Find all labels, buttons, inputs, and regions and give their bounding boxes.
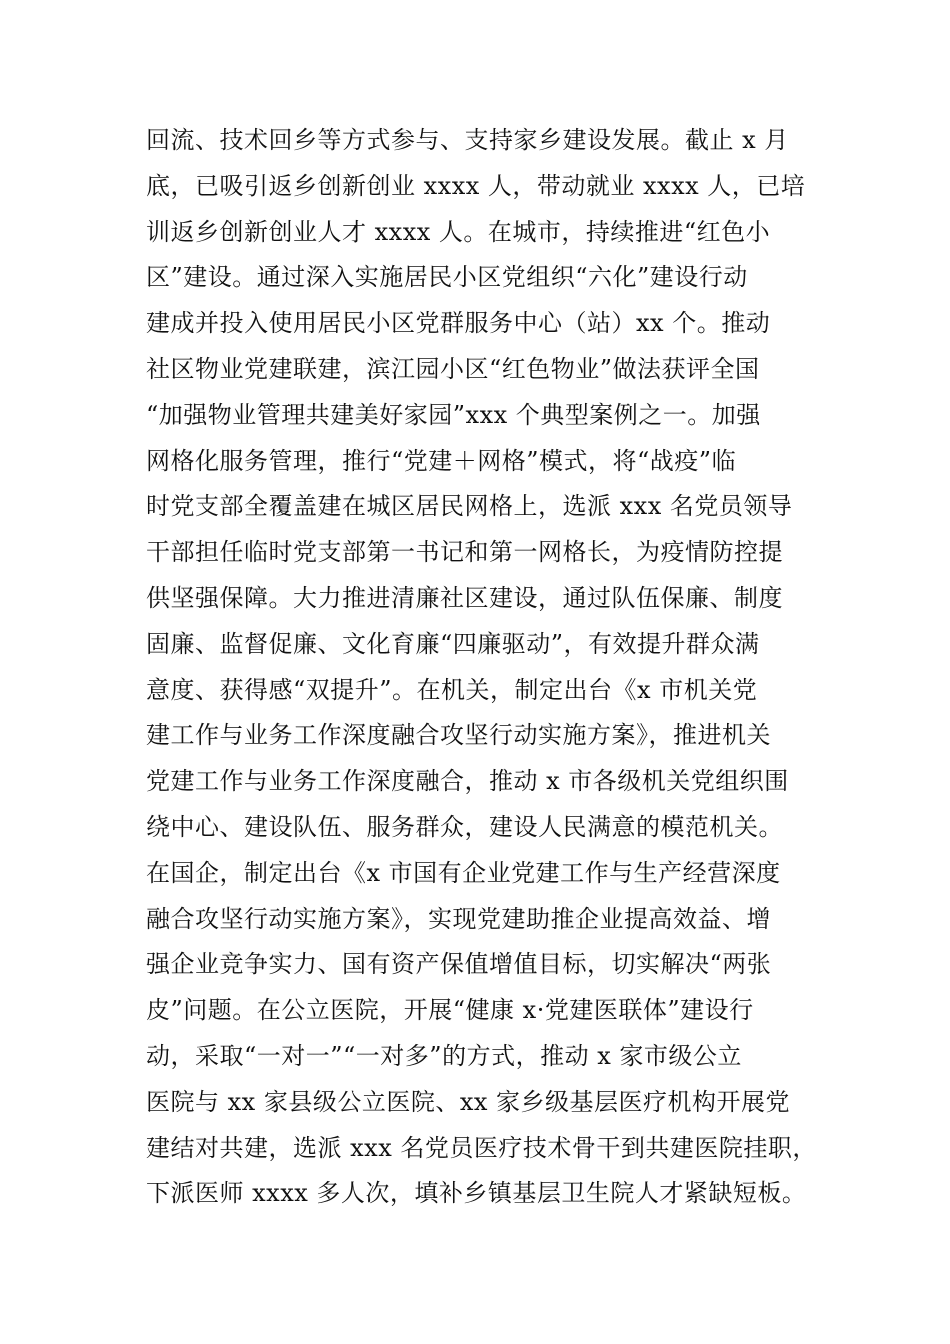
text-line: 网格化服务管理，推行“党建＋网格”模式，将“战疫”临 — [146, 446, 737, 475]
text-line: 皮”问题。在公立医院，开展“健康 x·党建医联体”建设行 — [146, 996, 754, 1025]
text-line: 训返乡创新创业人才 xxxx 人。在城市，持续推进“红色小 — [146, 217, 771, 246]
text-line: 动，采取“一对一”“一对多”的方式，推动 x 家市级公立 — [146, 1041, 742, 1070]
text-line: 医院与 xx 家县级公立医院、xx 家乡级基层医疗机构开展党 — [146, 1087, 791, 1116]
text-line: 建成并投入使用居民小区党群服务中心（站）xx 个。推动 — [146, 309, 771, 338]
text-line: 干部担任临时党支部第一书记和第一网格长，为疫情防控提 — [146, 538, 783, 567]
text-line: 建工作与业务工作深度融合攻坚行动实施方案》，推进机关 — [146, 721, 771, 750]
text-line: 在国企，制定出台《x 市国有企业党建工作与生产经营深度 — [146, 858, 781, 887]
text-line: 底，已吸引返乡创新创业 xxxx 人，带动就业 xxxx 人，已培 — [146, 171, 806, 200]
text-line: 意度、获得感“双提升”。在机关，制定出台《x 市机关党 — [146, 675, 758, 704]
text-line: 固廉、监督促廉、文化育廉“四廉驱动”，有效提升群众满 — [146, 629, 760, 658]
text-line: 社区物业党建联建，滨江园小区“红色物业”做法获评全国 — [146, 354, 760, 383]
text-line: 区”建设。通过深入实施居民小区党组织“六化”建设行动 — [146, 263, 748, 292]
text-line: 回流、技术回乡等方式参与、支持家乡建设发展。截止 x 月 — [146, 126, 789, 154]
text-line: 融合攻坚行动实施方案》，实现党建助推企业提高效益、增 — [146, 904, 771, 933]
text-line: “加强物业管理共建美好家园”xxx 个典型案例之一。加强 — [146, 400, 761, 429]
text-line: 建结对共建，选派 xxx 名党员医疗技术骨干到共建医院挂职， — [146, 1133, 817, 1162]
text-line: 下派医师 xxxx 多人次，填补乡镇基层卫生院人才紧缺短板。 — [146, 1179, 807, 1208]
text-line: 党建工作与业务工作深度融合，推动 x 市各级机关党组织围 — [146, 767, 789, 796]
text-line: 绕中心、建设队伍、服务群众，建设人民满意的模范机关。 — [146, 812, 783, 841]
text-line: 强企业竞争实力、国有资产保值增值目标，切实解决“两张 — [146, 950, 772, 979]
body-paragraph — [146, 118, 836, 1217]
text-line: 供坚强保障。大力推进清廉社区建设，通过队伍保廉、制度 — [146, 583, 783, 612]
text-line: 时党支部全覆盖建在城区居民网格上，选派 xxx 名党员领导 — [146, 492, 793, 521]
